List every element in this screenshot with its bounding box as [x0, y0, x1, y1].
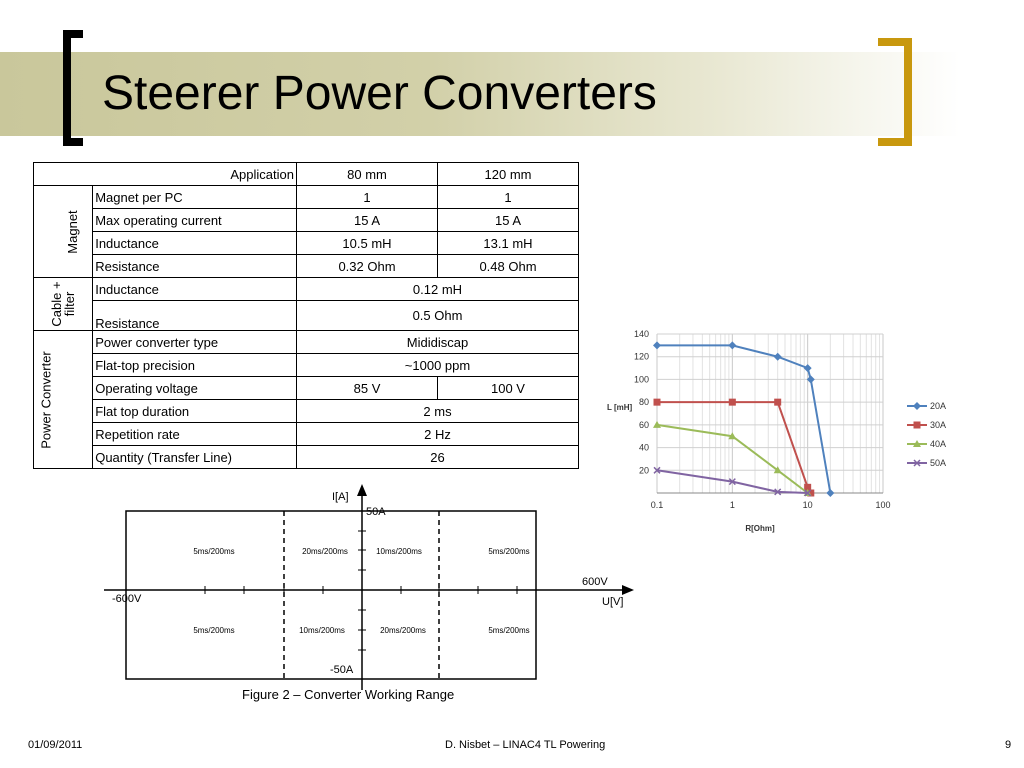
row-label: Flat-top precision [93, 354, 297, 377]
y-tick-label: 40 [638, 442, 649, 453]
top-current-label: 50A [366, 506, 386, 518]
cell-value: 10.5 mH [297, 232, 438, 255]
y-tick-label: 60 [638, 419, 649, 430]
legend-entry: 50A [930, 458, 947, 468]
row-label: Operating voltage [93, 377, 297, 400]
x-tick-label: 0.1 [650, 500, 664, 510]
row-label: Max operating current [93, 209, 297, 232]
data-point [654, 399, 661, 406]
voltage-axis-label: U[V] [602, 596, 624, 608]
table-row [34, 423, 579, 446]
group-converter-label: Power Converter [37, 350, 53, 449]
inductance-vs-resistance-chart [605, 325, 965, 535]
converter-working-range-figure [104, 482, 644, 710]
table-row [34, 232, 579, 255]
group-magnet [34, 186, 93, 278]
range-cell: 5ms/200ms [488, 547, 530, 556]
table-row [34, 377, 579, 400]
range-cell: 10ms/200ms [376, 547, 422, 556]
cell-value: 0.32 Ohm [297, 255, 438, 278]
voltage-axis-arrow [622, 585, 634, 595]
range-cell: 5ms/200ms [193, 626, 235, 635]
row-label: Inductance [93, 278, 297, 301]
table-row [34, 186, 579, 209]
left-voltage-label: -600V [112, 593, 142, 605]
row-label: Flat top duration [93, 400, 297, 423]
cell-value: 85 V [297, 377, 438, 400]
row-label: Repetition rate [93, 423, 297, 446]
cell-value: 0.12 mH [297, 278, 579, 301]
table-row [34, 255, 579, 278]
slide-title: Steerer Power Converters [102, 67, 657, 120]
cell-value: 2 ms [297, 400, 579, 423]
cell-value: 15 A [438, 209, 579, 232]
table-row [34, 400, 579, 423]
header-80mm: 80 mm [297, 163, 438, 186]
range-cell: 20ms/200ms [380, 626, 426, 635]
range-cell: 20ms/200ms [302, 547, 348, 556]
table-row [34, 301, 579, 331]
header-application: Application [34, 163, 297, 186]
row-label: Resistance [93, 255, 297, 278]
current-axis-arrow [357, 484, 367, 496]
footer-date: 01/09/2011 [28, 739, 83, 751]
data-point [774, 399, 781, 406]
row-label: Quantity (Transfer Line) [93, 446, 297, 469]
specs-table [33, 162, 579, 469]
row-label: Magnet per PC [93, 186, 297, 209]
table-header-row [34, 163, 579, 186]
data-point [653, 341, 661, 349]
group-converter [34, 331, 93, 469]
page-number: 9 [1005, 739, 1012, 751]
y-tick-label: 80 [638, 397, 649, 408]
right-bracket [878, 38, 912, 146]
range-cell: 5ms/200ms [193, 547, 235, 556]
range-rectangle [126, 511, 536, 679]
range-cell: 5ms/200ms [488, 626, 530, 635]
data-point [804, 364, 812, 372]
cell-value: 26 [297, 446, 579, 469]
data-point [728, 341, 736, 349]
group-cable [34, 278, 93, 331]
cell-value: 0.48 Ohm [438, 255, 579, 278]
range-cell: 10ms/200ms [299, 626, 345, 635]
y-tick-label: 140 [633, 329, 649, 339]
table-row [34, 354, 579, 377]
cell-value: 100 V [438, 377, 579, 400]
cell-value: 0.5 Ohm [297, 301, 579, 331]
cell-value: 15 A [297, 209, 438, 232]
figure-caption: Figure 2 – Converter Working Range [242, 687, 455, 702]
cell-value: 1 [438, 186, 579, 209]
cell-value: Mididiscap [297, 331, 579, 354]
row-label: Power converter type [93, 331, 297, 354]
right-voltage-label: 600V [582, 576, 608, 588]
x-tick-label: 10 [802, 500, 813, 510]
cell-value: ~1000 ppm [297, 354, 579, 377]
data-point [774, 353, 782, 361]
x-tick-label: 100 [875, 500, 891, 510]
table-row [34, 446, 579, 469]
y-tick-label: 20 [638, 465, 649, 476]
data-point [729, 399, 736, 406]
y-tick-label: 120 [633, 351, 649, 362]
cell-value: 13.1 mH [438, 232, 579, 255]
header-120mm: 120 mm [438, 163, 579, 186]
legend-entry: 30A [930, 420, 947, 430]
y-tick-label: 100 [633, 374, 649, 385]
row-label: Resistance [93, 301, 297, 331]
row-label: Inductance [93, 232, 297, 255]
data-point [913, 402, 921, 410]
cell-value: 1 [297, 186, 438, 209]
x-tick-label: 1 [729, 500, 735, 510]
footer-author: D. Nisbet – LINAC4 TL Powering [445, 739, 606, 751]
table-row [34, 209, 579, 232]
table-row [34, 331, 579, 354]
data-point [914, 422, 921, 429]
left-bracket [63, 30, 83, 146]
legend-entry: 20A [930, 401, 947, 411]
cell-value: 2 Hz [297, 423, 579, 446]
y-axis-label: L [mH] [607, 403, 633, 413]
legend-entry: 40A [930, 439, 947, 449]
group-magnet-label: Magnet [65, 209, 81, 254]
data-point [826, 489, 834, 497]
x-axis-label: R[Ohm] [745, 524, 775, 533]
bottom-current-label: -50A [330, 664, 354, 676]
table-row [34, 278, 579, 301]
current-axis-label: I[A] [332, 491, 349, 503]
group-cable-label: Cable + filter [49, 281, 78, 327]
